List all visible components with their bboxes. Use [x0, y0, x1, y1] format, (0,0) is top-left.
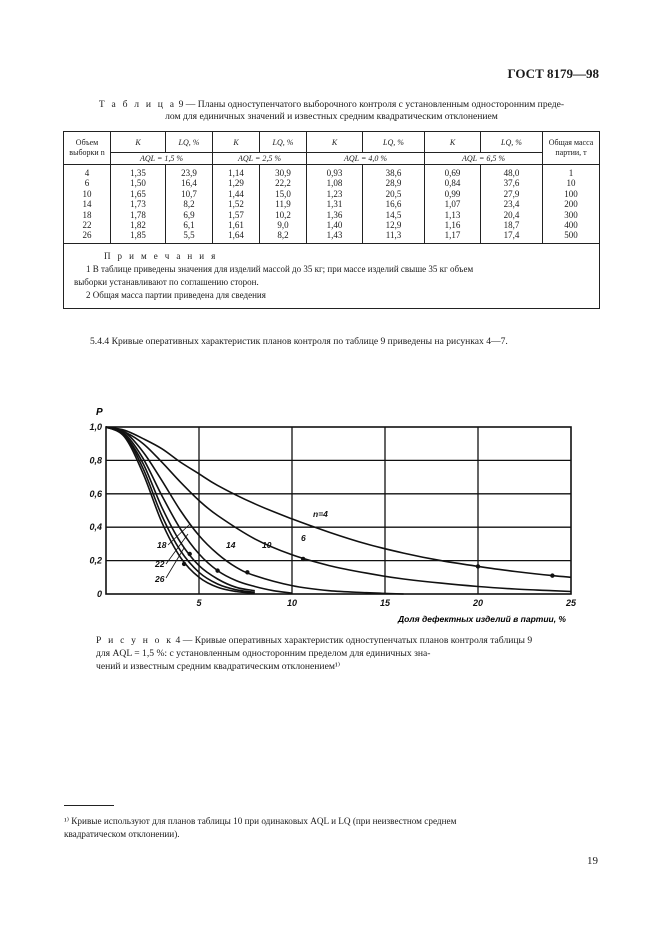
curve-marker — [215, 568, 219, 572]
figure-number: 4 — [175, 635, 181, 646]
aql-group-1: AQL = 1,5 % — [111, 153, 213, 165]
series-label: 14 — [226, 540, 236, 550]
series-label-leader — [166, 548, 184, 578]
series-labels — [154, 509, 328, 584]
footnote — [64, 815, 599, 841]
table-caption-text-2: лом для единичных значений и известных средним квадратическим отклонением — [165, 111, 498, 122]
col-k-2: 1,14 1,29 1,44 1,52 1,57 1,61 1,64 — [213, 165, 260, 244]
figure-caption — [96, 634, 606, 673]
chart-curves — [106, 427, 571, 594]
series-label: n=4 — [313, 509, 328, 519]
header-lot-mass: Общая масса партии, т — [543, 132, 600, 165]
x-tick-label: 5 — [196, 598, 202, 608]
series-label: 10 — [262, 540, 272, 550]
note-1-line-2: выборки устанавливают по соглашению сторон. — [74, 276, 259, 287]
x-tick-label: 15 — [379, 598, 391, 608]
y-tick-label: 0,4 — [89, 522, 102, 533]
curve-6 — [106, 427, 571, 592]
table-caption-number: 9 — [178, 99, 184, 110]
series-label: 6 — [301, 533, 306, 543]
col-sample-size: 4 6 10 14 18 22 26 — [64, 165, 111, 244]
x-tick-label: 20 — [472, 598, 484, 608]
standard-number: ГОСТ 8179—98 — [507, 66, 599, 81]
header-lq-4: LQ, % — [481, 132, 543, 153]
table-caption-label: Т а б л и ц а — [98, 99, 177, 110]
col-lot-mass: 1 10 100 200 300 400 500 — [543, 165, 600, 244]
x-axis-label: Доля дефектных изделий в партии, % — [397, 614, 566, 624]
aql-group-2: AQL = 2,5 % — [213, 153, 307, 165]
curve-18 — [106, 427, 255, 591]
col-lq-1: 23,9 16,4 10,7 8,2 6,9 6,1 5,5 — [166, 165, 213, 244]
header-k-2: K — [213, 132, 260, 153]
header-sample-size: Объем выборки n — [64, 132, 111, 165]
header-k-4: K — [425, 132, 481, 153]
paragraph-5-4-4: 5.4.4 Кривые оперативных характеристик планов контроля по таблице 9 приведены на рисунках 4—7. — [90, 336, 508, 347]
x-tick-label: 25 — [565, 598, 577, 608]
curve-10 — [106, 427, 404, 594]
col-k-1: 1,35 1,50 1,65 1,73 1,78 1,82 1,85 — [111, 165, 166, 244]
header-k-3: K — [307, 132, 363, 153]
footnote-separator — [64, 805, 114, 806]
x-tick-label: 10 — [286, 598, 298, 608]
col-lq-2: 30,9 22,2 15,0 11,9 10,2 9,0 8,2 — [260, 165, 307, 244]
header-lq-2: LQ, % — [260, 132, 307, 153]
series-label: 18 — [157, 540, 167, 550]
figure-caption-2: для AQL = 1,5 %: с установленным односторонним пределом для единичных зна- — [96, 648, 431, 659]
y-tick-label: 0,2 — [89, 555, 102, 566]
curve-marker — [476, 564, 480, 568]
col-k-4: 0,69 0,84 0,99 1,07 1,13 1,16 1,17 — [425, 165, 481, 244]
y-tick-label: 0 — [96, 589, 102, 599]
note-1-line-1: 1 В таблице приведены значения для изделий массой до 35 кг; при массе изделий свыше 35 кг объем — [86, 263, 474, 274]
col-lq-4: 48,0 37,6 27,9 23,4 20,4 18,7 17,4 — [481, 165, 543, 244]
page-number: 19 — [587, 855, 598, 867]
figure-caption-1: — Кривые оперативных характеристик одноступенчатых планов контроля таблицы 9 — [180, 635, 533, 646]
footnote-line-1: ¹⁾ Кривые используют для планов таблицы 10 при одинаковых AQL и LQ (при неизвестном среднем — [64, 816, 457, 826]
header-k-1: K — [111, 132, 166, 153]
curve-marker — [188, 552, 192, 556]
curve-marker — [182, 562, 186, 566]
table-caption-text-1: — Планы одноступенчатого выборочного контроля с установленным односторонним преде- — [183, 99, 565, 110]
series-label: 26 — [155, 574, 165, 584]
note-2: 2 Общая масса партии приведена для сведения — [86, 289, 266, 300]
header-lq-3: LQ, % — [363, 132, 425, 153]
notes-title: П р и м е ч а н и я — [104, 250, 218, 261]
aql-group-4: AQL = 6,5 % — [425, 153, 543, 165]
curve-marker — [301, 557, 305, 561]
footnote-line-2: квадратическом отклонении). — [64, 829, 180, 839]
y-tick-label: 0,8 — [89, 455, 102, 466]
figure-label: Р и с у н о к — [96, 635, 174, 646]
header-lq-1: LQ, % — [166, 132, 213, 153]
y-axis-label: P — [96, 407, 103, 418]
curve-marker — [245, 570, 249, 574]
figure-caption-3: чений и известным средним квадратическим отклонением¹⁾ — [96, 661, 341, 672]
series-label: 22 — [155, 559, 165, 569]
aql-group-3: AQL = 4,0 % — [307, 153, 425, 165]
y-tick-label: 1,0 — [89, 422, 102, 432]
col-lq-3: 38,6 28,9 20,5 16,6 14,5 12,9 11,3 — [363, 165, 425, 244]
curve-marker — [550, 573, 554, 577]
col-k-3: 0,93 1,08 1,23 1,31 1,36 1,40 1,43 — [307, 165, 363, 244]
y-tick-label: 0,6 — [89, 488, 102, 499]
